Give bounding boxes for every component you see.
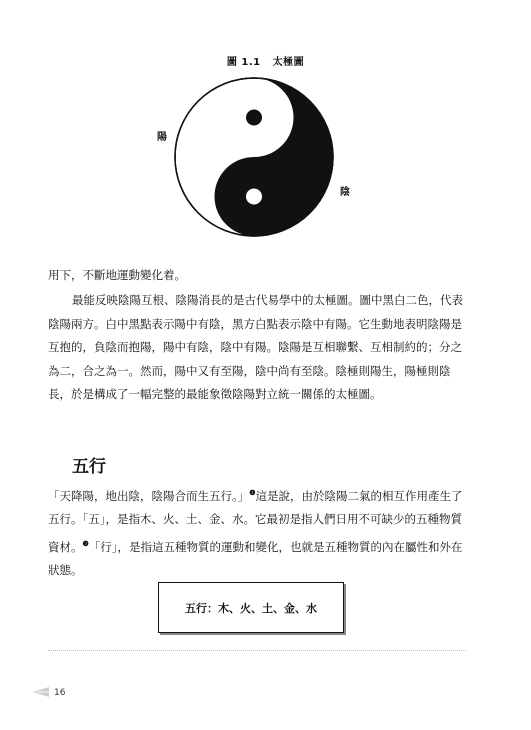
paragraph-text: 這是說，由於陰陽二氣的相互作用產生了五行。「五」，是指木、火、土、金、水。它最初是指人們日用不可缺少的五種物質資材。	[48, 488, 463, 554]
paragraph-text-end: 「行」，是指這五種物質的運動和變化，也就是五種物質的內在屬性和外在狀態。	[48, 539, 463, 578]
paragraph-continuation: 用下，不斷地運動變化着。	[48, 268, 186, 282]
yang-dot	[246, 189, 262, 205]
figure-label: 圖 1.1	[226, 57, 261, 68]
yin-dot	[246, 110, 262, 126]
yin-label: 陰	[340, 187, 350, 198]
page-number: 16	[54, 688, 66, 698]
page-arrow-icon	[33, 687, 49, 697]
taiji-diagram	[174, 77, 334, 237]
paragraph-wuxing	[48, 481, 466, 583]
section-heading: 五行	[72, 457, 106, 477]
quote-text: 「天降陽，地出陰，陰陽合而生五行。」	[48, 488, 250, 503]
yang-label: 陽	[157, 132, 167, 143]
dotted-divider	[48, 650, 466, 651]
five-elements-box: 五行：木、火、土、金、水	[158, 582, 344, 633]
figure-caption	[0, 53, 531, 68]
figure-title: 太極圖	[272, 57, 305, 68]
footnote-marker-2: ❷	[82, 538, 89, 548]
paragraph-taiji: 最能反映陰陽互根、陰陽消長的是古代易學中的太極圖。圖中黑白二色，代表陰陽兩方。白中黑點表示陽中有陰，黑方白點表示陰中有陽。它生動地表明陰陽是互抱的，負陰而抱陽，陽中有陰，陰中有陽。陰陽是互相聯繫、互相制約的；分之為二，合之為一。然而，陽中又有至陽，陰中尚有至陰。陰極則陽生，陽極則陰長，於是構成了一幅完整的最能象徵陰陽對立統一關係的太極圖。	[48, 293, 463, 401]
footnote-marker-1: ❶	[249, 488, 256, 497]
